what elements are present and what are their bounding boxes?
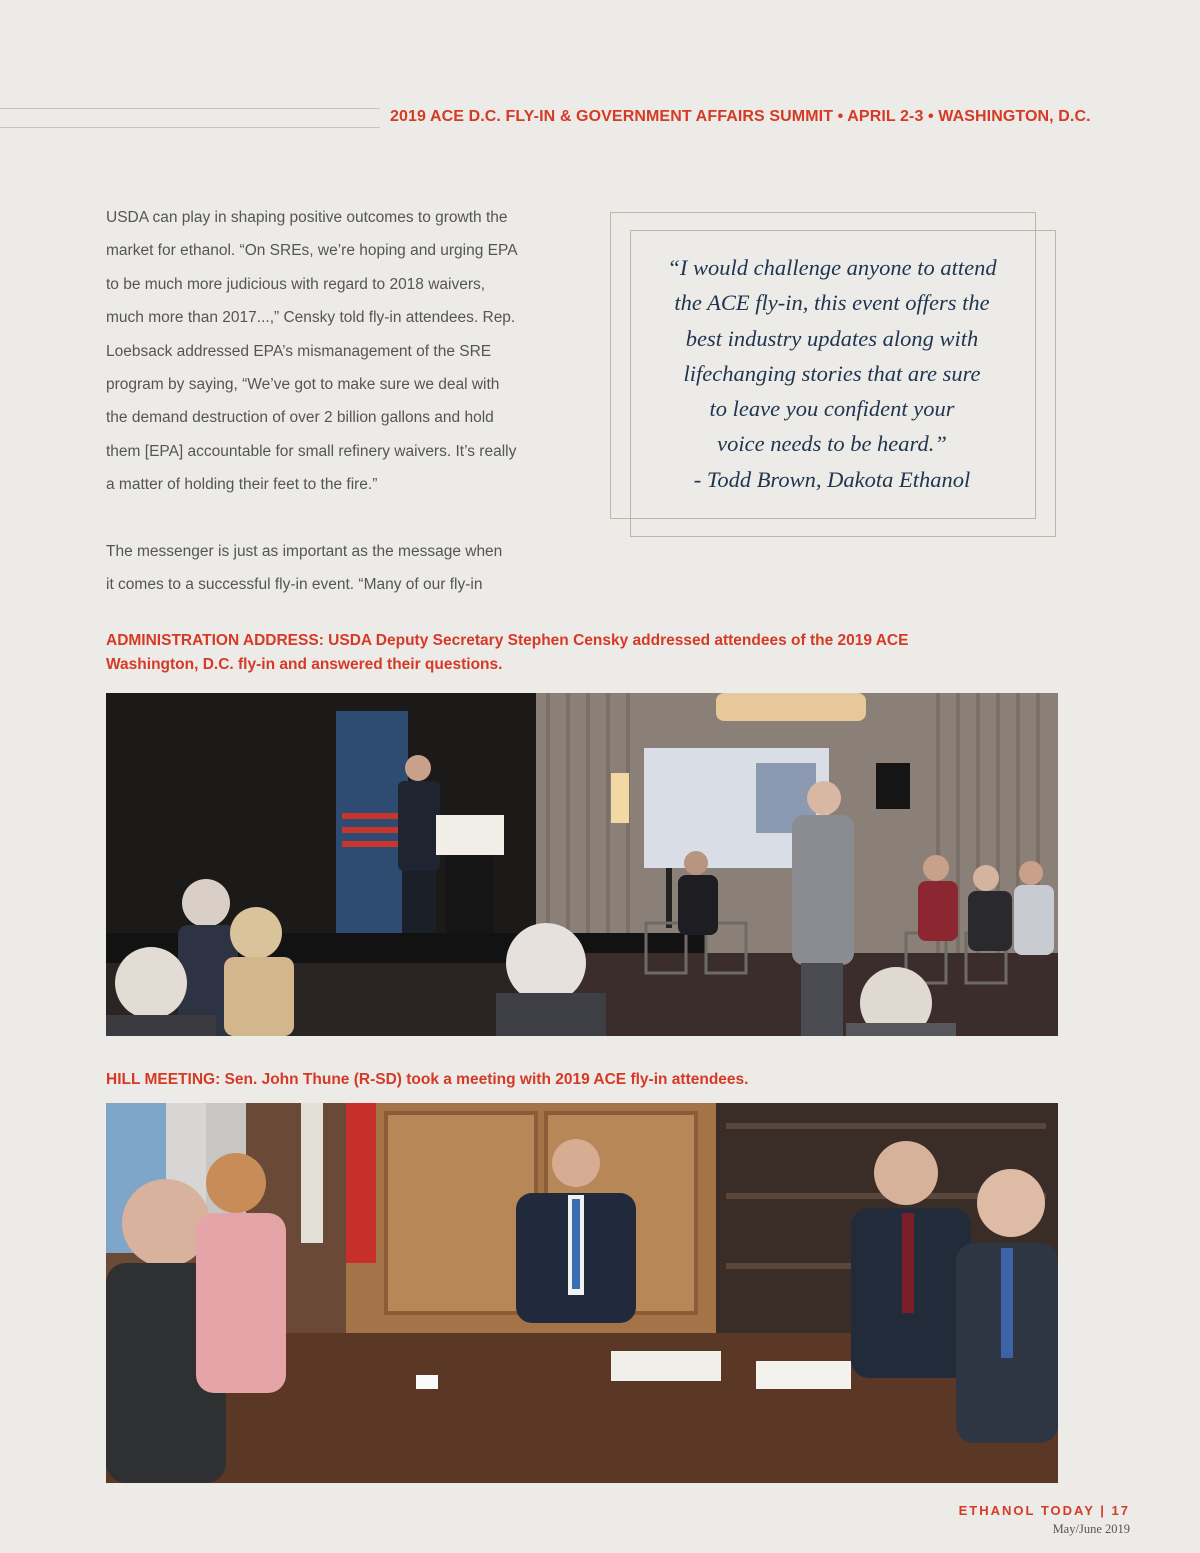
body-line: a matter of holding their feet to the fire.” [106,476,378,494]
running-header: 2019 ACE D.C. FLY-IN & GOVERNMENT AFFAIRS SUMMIT • APRIL 2-3 • WASHINGTON, D.C. [390,108,1091,125]
pull-quote-attribution: - Todd Brown, Dakota Ethanol [693,466,971,492]
body-line: to be much more judicious with regard to 2018 waivers, [106,275,486,293]
photo-2-caption: HILL MEETING: Sen. John Thune (R-SD) took a meeting with 2019 ACE fly-in attendees. [106,1071,749,1088]
pull-quote-line: to leave you confident your [709,396,955,422]
photo-administration-address [106,693,1058,1036]
footer-publication: ETHANOL TODAY | 17 [958,1503,1130,1518]
footer-issue-date: May/June 2019 [1052,1522,1130,1536]
body-line: program by saying, “We’ve got to make sure we deal with [106,376,500,394]
photo-hill-meeting [106,1103,1058,1483]
body-line: USDA can play in shaping positive outcomes to growth the [106,209,508,226]
body-line: the demand destruction of over 2 billion gallons and hold [106,409,494,427]
body-line: market for ethanol. “On SREs, we’re hoping and urging EPA [106,242,518,260]
pull-quote-line: the ACE fly-in, this event offers the [674,290,990,316]
body-paragraph-2 [106,535,566,602]
pull-quote-line: voice needs to be heard.” [717,431,947,457]
body-paragraph-1 [106,201,566,502]
body-line: them [EPA] accountable for small refinery waivers. It’s really [106,442,517,460]
body-line: Loebsack addressed EPA’s mismanagement of the SRE [106,342,492,360]
pull-quote-line: lifechanging stories that are sure [683,360,981,386]
pull-quote-line: best industry updates along with [685,325,979,351]
caption-line: Washington, D.C. fly-in and answered their questions. [106,656,503,673]
pull-quote [612,250,1052,497]
caption-line: ADMINISTRATION ADDRESS: USDA Deputy Secretary Stephen Censky addressed attendees of the 2019 ACE [106,632,909,649]
header-rule [0,108,380,128]
pull-quote-line: “I would challenge anyone to attend [667,255,997,280]
body-line: The messenger is just as important as the message when [106,543,503,560]
photo-1-caption [106,629,1006,677]
body-line: it comes to a successful fly-in event. “Many of our fly-in [106,576,483,594]
body-line: much more than 2017...,” Censky told fly-in attendees. Rep. [106,309,516,327]
